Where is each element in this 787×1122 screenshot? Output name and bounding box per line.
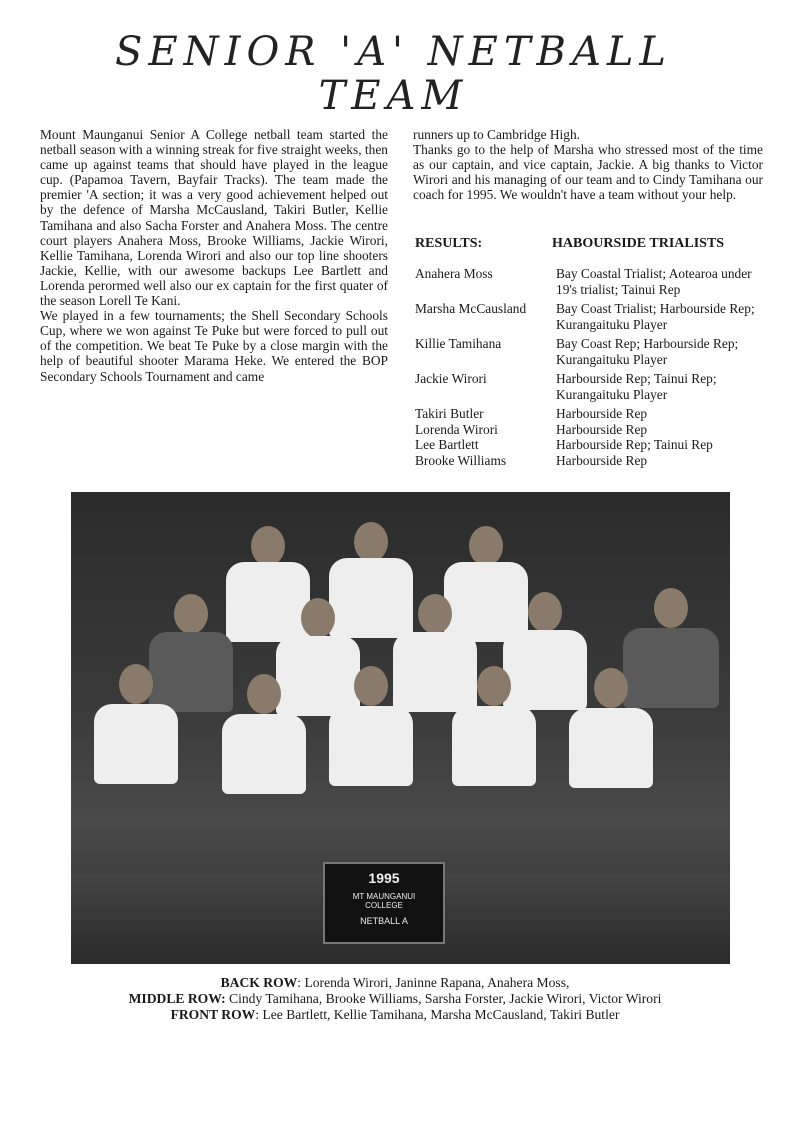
trialist-detail: Harbourside Rep [556,421,648,437]
caption-names: Cindy Tamihana, Brooke Williams, Sarsha Forster, Jackie Wirori, Victor Wirori [225,991,662,1006]
results-row [415,437,765,453]
caption-label: BACK ROW [220,975,298,990]
team-photo [71,492,730,964]
trialist-name: Killie Tamihana [415,336,502,351]
article-paragraph: We played in a few tournaments; the Shell Secondary Schools Cup, where we won against Te Puke but were forced to pull out of the competition. We beat Te Puke by a close margin with the help of beautiful shooter Marama Heke. We entered the BOP Secondary Schools Tournament and came [40,308,388,384]
trialist-detail: Bay Coastal Trialist; Aotearoa under 19's trialist; Tainui Rep [556,266,752,297]
trialist-detail: Bay Coast Trialist; Harbourside Rep; Kurangaituku Player [556,301,755,332]
trialist-detail: Harbourside Rep [556,406,648,421]
results-row [415,406,765,422]
page-title [0,30,787,118]
results-row [415,266,765,297]
caption-label: MIDDLE ROW: [128,991,226,1006]
results-row [415,301,765,332]
trialist-name: Marsha McCausland [415,301,527,316]
results-header-left: RESULTS: [415,236,483,251]
results-row [415,453,765,469]
photo-caption [40,975,750,1023]
player-figure [91,660,181,820]
article-paragraph: Mount Maunganui Senior A College netball team started the netball season with a winning streak for five straight weeks, then came up against teams that should have played in the league cup. (Papamoa Tavern, Bayfair Tracks). The team made the premier 'A section; it was a very good achievement helped out by the defence of Marsha McCausland, Takiri Butler, Kellie Tamihana and also Sacha Forster and Anahera Moss. The centre court players Anahera Moss, Brooke Williams, Jackie Wirori, Kellie Tamihana, Lorenda Wirori and also our top line shooters Jackie, Kellie, with our awesome backups Lee Bartlett and Lorenda perormed well also our ex captain for the first quater of the season Lorell Te Kani. [40,127,388,309]
trialist-detail: Harbourside Rep; Tainui Rep; Kurangaituku Player [556,371,717,402]
results-row [415,336,765,367]
player-figure [219,670,309,830]
caption-names: : Lee Bartlett, Kellie Tamihana, Marsha McCausland, Takiri Butler [255,1007,620,1022]
sign-year: 1995 [368,870,400,886]
results-row [415,371,765,402]
trialist-detail: Harbourside Rep; Tainui Rep [556,437,713,452]
trialist-name: Brooke Williams [415,452,507,468]
sign-school [325,892,443,910]
caption-label: FRONT ROW [170,1007,256,1022]
caption-front-row [40,1007,750,1023]
trialist-name: Takiri Butler [415,406,484,421]
sign-school-line-1: MT MAUNGANUI [352,892,416,901]
trialist-name: Lee Bartlett [415,437,479,452]
team-sign [323,862,445,944]
title-line-1: SENIOR 'A' NETBALL [115,29,672,75]
caption-middle-row [40,991,750,1007]
sign-team: NETBALL A [360,916,408,926]
article-left-column [40,127,388,384]
results-table [415,236,765,468]
trialist-detail: Harbourside Rep [556,452,648,468]
sign-school-line-2: COLLEGE [365,901,403,910]
trialist-name: Jackie Wirori [415,371,487,386]
trialist-detail: Bay Coast Rep; Harbourside Rep; Kurangaituku Player [556,336,739,367]
results-header [415,236,765,252]
article-paragraph: runners up to Cambridge High. [413,127,580,142]
caption-names: : Lorenda Wirori, Janinne Rapana, Anahera Moss, [297,975,570,990]
results-header-right: HABOURSIDE TRIALISTS [552,236,725,251]
caption-back-row [40,975,750,991]
player-figure [449,662,539,822]
article-paragraph: Thanks go to the help of Marsha who stressed most of the time as our captain, and vice captain, Jackie. A big thanks to Victor Wirori and his managing of our team and to Cindy Tamihana our coach for 1995. We wouldn't have a team without your help. [413,142,763,203]
results-row [415,422,765,438]
title-line-2: TEAM [318,73,469,119]
trialist-name: Lorenda Wirori [415,421,498,437]
trialist-name: Anahera Moss [415,266,493,281]
player-figure [326,662,416,822]
player-figure [566,664,656,824]
article-right-column [413,127,763,202]
